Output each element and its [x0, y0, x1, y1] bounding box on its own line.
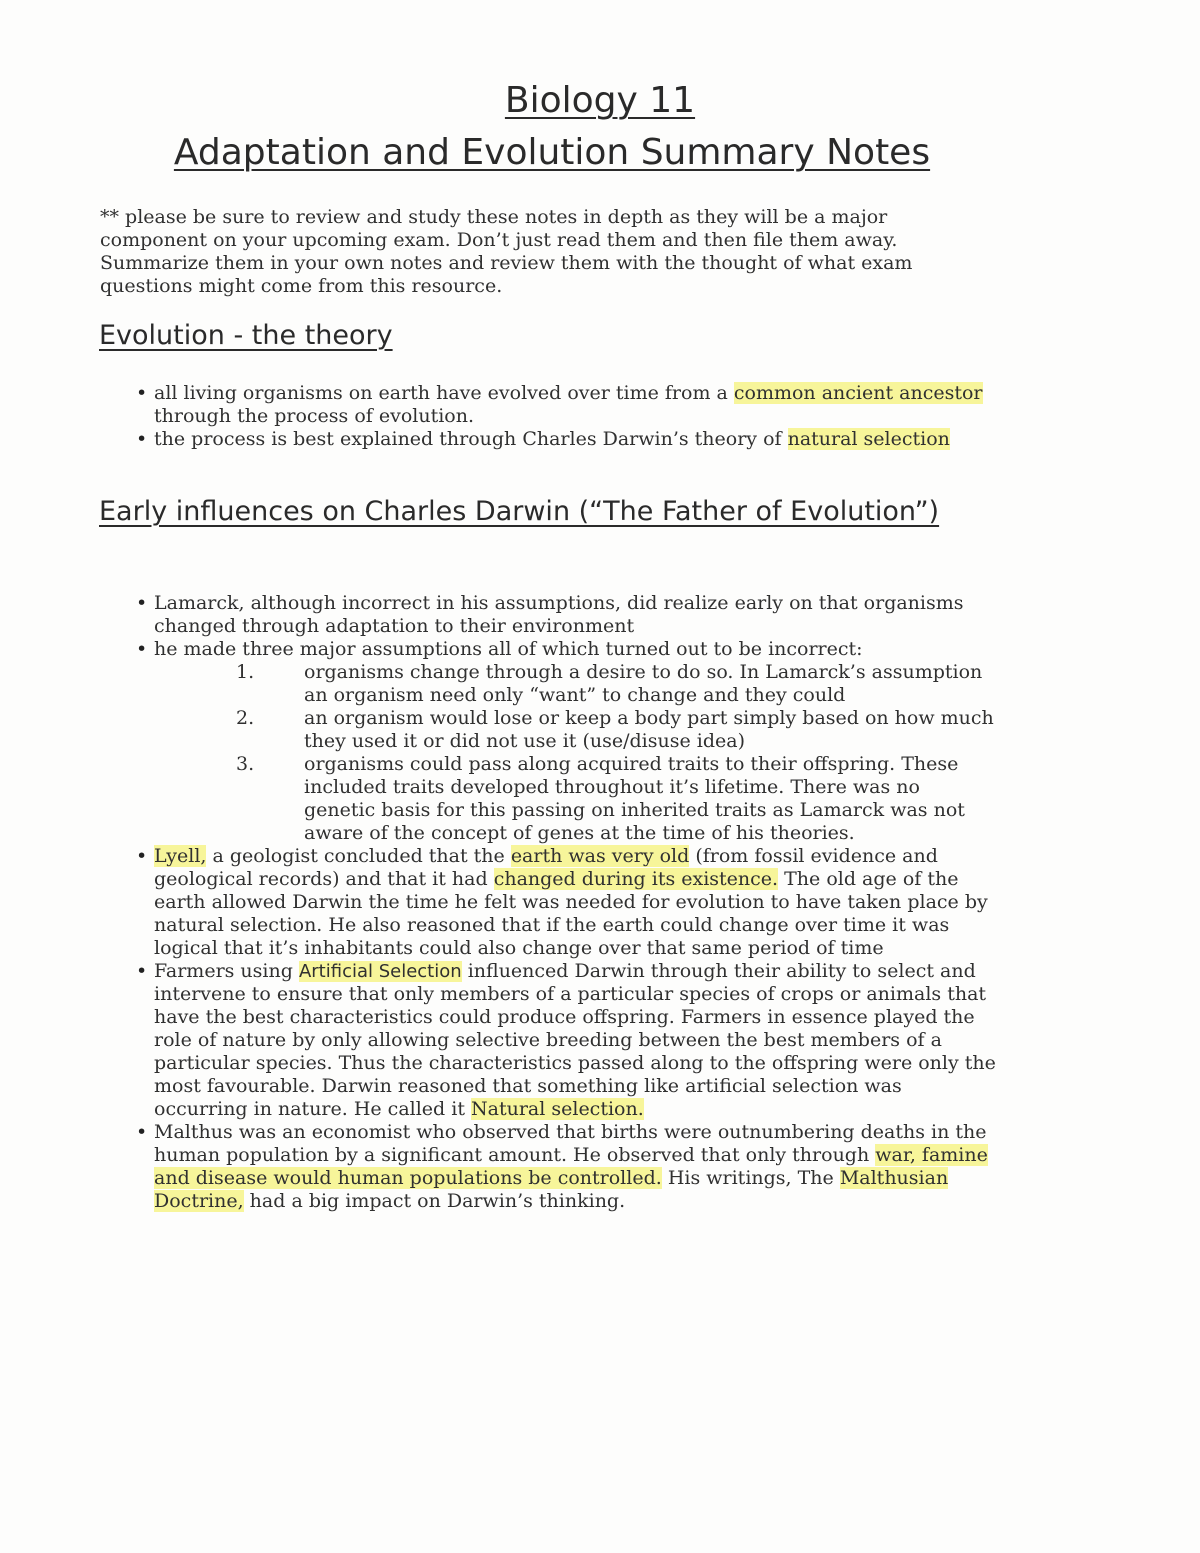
highlight: changed during its existence.: [493, 868, 779, 890]
highlight: natural selection: [787, 428, 950, 450]
document-subtitle: Adaptation and Evolution Summary Notes: [173, 132, 931, 173]
highlight: common ancient ancestor: [733, 382, 983, 404]
bullet-list: [136, 382, 996, 451]
highlight: Artificial Selection: [298, 961, 462, 982]
highlight: Malthusian Doctrine,: [154, 1167, 949, 1212]
numbered-list: [154, 661, 996, 845]
highlight: Natural selection.: [471, 1098, 644, 1120]
bullet-list: [136, 592, 996, 1213]
list-item: • all living organisms on earth have evolved over time from a common ancient ancestor through the process of evolution.: [136, 382, 996, 428]
list-item: 2. an organism would lose or keep a body part simply based on how much they used it or did not use it (use/disuse idea): [236, 707, 994, 752]
intro-note: ** please be sure to review and study these notes in depth as they will be a major component on your upcoming exam. Don’t just read them and then file them away. Summarize them in your own notes and review them with the thought of what exam questions might come from this resource.: [100, 206, 913, 297]
list-item: 3. organisms could pass along acquired traits to their offspring. These included traits developed throughout it’s lifetime. There was no genetic basis for this passing on inherited traits as Lamarck was not aware of the concept of genes at the time of his theories.: [236, 753, 965, 844]
list-item-lamarck: • Lamarck, although incorrect in his assumptions, did realize early on that organisms changed through adaptation to their environment: [136, 592, 996, 638]
list-item-assumptions: • he made three major assumptions all of which turned out to be incorrect: 1. organisms change through a desire to do so. In Lamarck’s assumption an organism need only “want” to change and they could 2. an organism would lose or keep a body part simply based on how much they used it or did not use it (use/disuse idea) 3. organisms could pass along acquired traits to their offspring. These included traits developed throughout it’s lifetime. There was no genetic basis for this passing on inherited traits as Lamarck was not aware of the concept of genes at the time of his theories.: [136, 638, 996, 845]
list-item: • the process is best explained through Charles Darwin’s theory of natural selection: [136, 428, 996, 451]
highlight: war, famine and disease would human populations be controlled.: [154, 1144, 988, 1189]
list-item-farmers: • Farmers using Artificial Selection influenced Darwin through their ability to select and intervene to ensure that only members of a particular species of crops or animals that have the best characteristics could produce offspring. Farmers in essence played the role of nature by only allowing selective breeding between the best members of a particular species. Thus the characteristics passed along to the offspring were only the most favourable. Darwin reasoned that something like artificial selection was occurring in nature. He called it Natural selection.: [136, 960, 996, 1121]
highlight: earth was very old: [510, 845, 690, 867]
document-title: Biology 11: [504, 80, 696, 121]
list-item: 1. organisms change through a desire to do so. In Lamarck’s assumption an organism need only “want” to change and they could: [236, 661, 983, 706]
section-evolution-body: [136, 382, 996, 451]
list-item-malthus: • Malthus was an economist who observed that births were outnumbering deaths in the human population by a significant amount. He observed that only through war, famine and disease would human populations be controlled. His writings, The Malthusian Doctrine, had a big impact on Darwin’s thinking.: [136, 1121, 996, 1213]
section-heading-evolution: Evolution - the theory: [99, 320, 393, 351]
highlight: Lyell,: [154, 845, 207, 867]
section-heading-early-influences: Early influences on Charles Darwin (“The Father of Evolution”): [99, 496, 940, 527]
list-item-lyell: • Lyell, a geologist concluded that the earth was very old (from fossil evidence and geological records) and that it had changed during its existence. The old age of the earth allowed Darwin the time he felt was needed for evolution to have taken place by natural selection. He also reasoned that if the earth could change over time it was logical that it’s inhabitants could also change over that same period of time: [136, 845, 996, 960]
section-early-influences-body: [136, 592, 996, 1213]
